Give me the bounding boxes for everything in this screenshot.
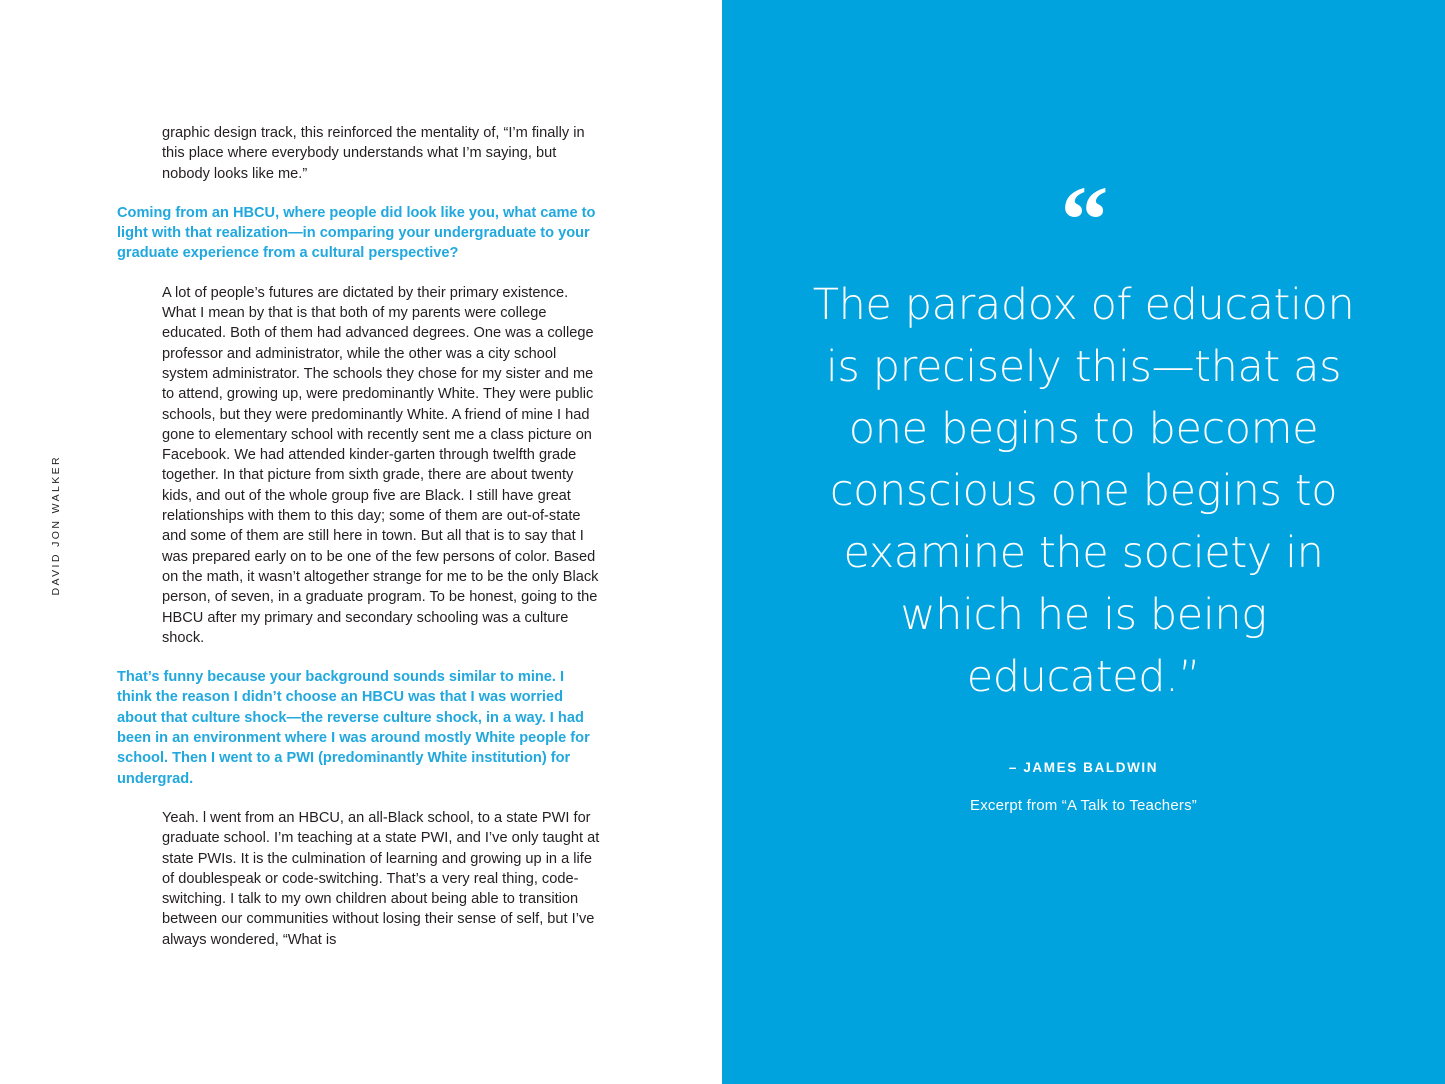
left-page [0,0,722,1084]
paragraph-answer-2: A lot of people’s futures are dictated by their primary existence. What I mean by that is that both of my parents were college educated. Both of them had advanced degrees. One was a college professor and administrator, while the other was a city school system administrator. The schools they chose for my sister and me to attend, growing up, were predominantly White. They were public schools, but they were predominantly White. A friend of mine I had gone to elementary school with recently sent me a class picture on Facebook. We had attended kinder-garten through twelfth grade together. In that picture from sixth grade, there are about twenty kids, and out of the whole group five are Black. I still have great relationships with them to this day; some of them are out-of-state and some of them are still here in town. But all that is to say that I was prepared early on to be one of the few persons of color. Based on the math, it wasn’t altogether strange for me to be the only Black person, of seven, in a graduate program. To be honest, going to the HBCU after my primary and secondary schooling was a culture shock. [162,284,599,646]
paragraph-answer-1: graphic design track, this reinforced the mentality of, “I’m finally in this place where everybody understands what I’m saying, but nobody looks like me.” [162,125,585,182]
pull-quote-attribution: – JAMES BALDWIN [1008,760,1159,775]
quotation-mark-icon: “ [1060,166,1107,273]
paragraph-answer-3: Yeah. l went from an HBCU, an all-Black school, to a state PWI for graduate school. I’m teaching at a state PWI, and I’ve only taught at state PWIs. It is the culmination of learning and growing up in a life of doublespeak or code-switching. That’s a very real thing, code-switching. I talk to my own children about being able to transition between our communities without losing their sense of self, but I’ve always wondered, “What is [162,809,600,948]
paragraph-question-2: That’s funny because your background sounds similar to mine. I think the reason I didn’t choose an HBCU was that I was worried about that culture shock—the reverse culture shock, in a way. I had been in an environment where I was around mostly White people for school. Then I went to a PWI (predominantly White institution) for undergrad. [117,669,590,787]
pull-quote-text: The paradox of education is precisely this—that as one begins to become conscious one begins to examine the society in which he is being educated.” [812,280,1355,702]
pull-quote-source: Excerpt from “A Talk to Teachers” [970,797,1197,814]
body-text-column [117,123,600,950]
right-page-pull-quote [722,0,1445,1084]
paragraph-question-1: Coming from an HBCU, where people did look like you, what came to light with that realization—in comparing your undergraduate to your graduate experience from a cultural perspective? [117,204,596,262]
running-head: DAVID JON WALKER [50,455,62,596]
